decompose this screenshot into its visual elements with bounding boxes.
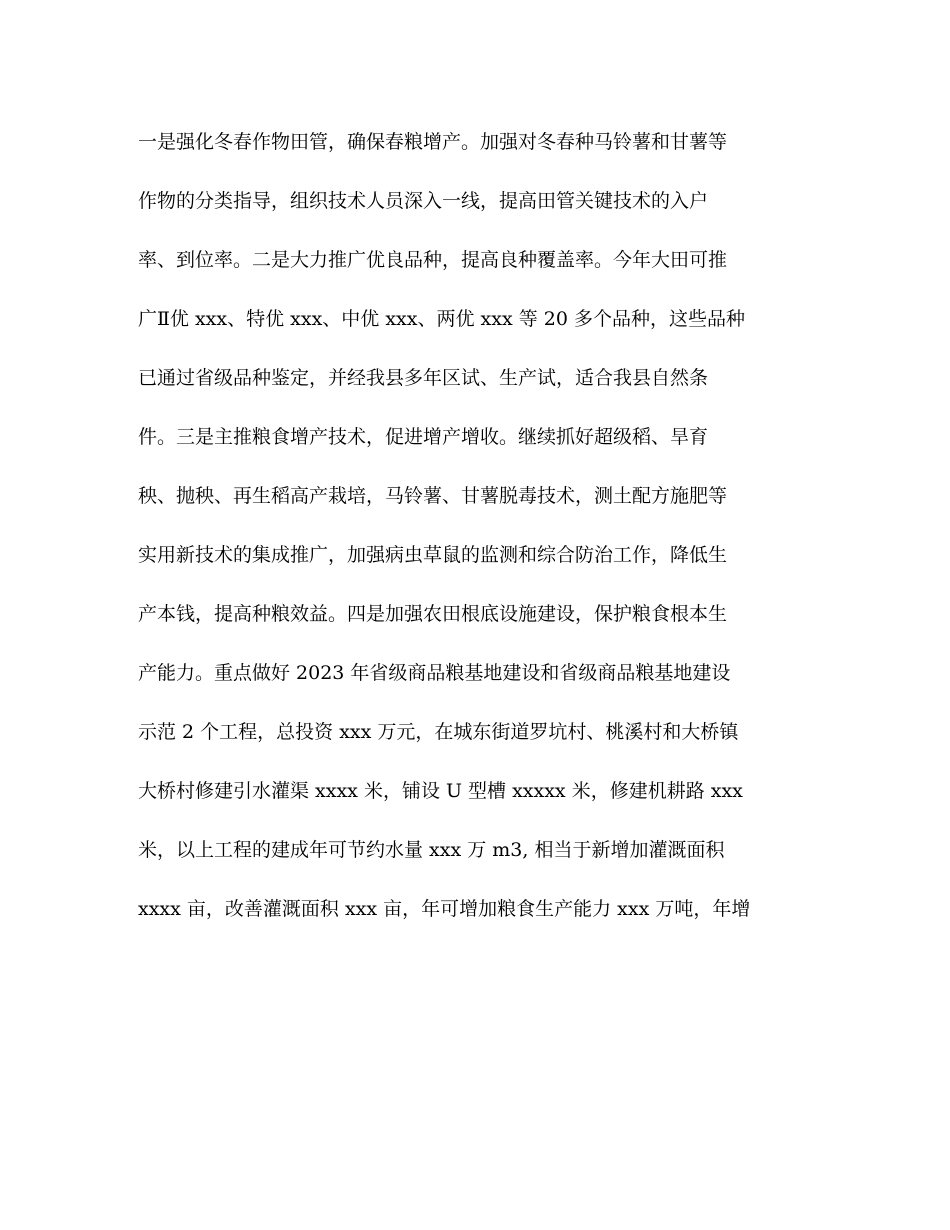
text-line: 件。三是主推粮食增产技术，促进增产增收。继续抓好超级稻、旱育	[138, 426, 709, 448]
text-line: 产本钱，提高种粮效益。四是加强农田根底设施建设，保护粮食根本生	[138, 603, 728, 625]
text-line: 实用新技术的集成推广，加强病虫草鼠的监测和综合防治工作，降低生	[138, 544, 728, 566]
text-line: 米，以上工程的建成年可节约水量 xxx 万 m3, 相当于新增加灌溉面积	[138, 839, 725, 861]
text-line: xxxx 亩，改善灌溉面积 xxx 亩，年可增加粮食生产能力 xxx 万吨，年增	[138, 898, 751, 920]
text-line: 产能力。重点做好 2023 年省级商品粮基地建设和省级商品粮基地建设	[138, 662, 731, 684]
text-line: 率、到位率。二是大力推广优良品种，提高良种覆盖率。今年大田可推	[138, 249, 728, 271]
text-line: 示范 2 个工程，总投资 xxx 万元，在城东街道罗坑村、桃溪村和大桥镇	[138, 721, 739, 743]
body-text	[138, 122, 828, 948]
text-line: 秧、抛秧、再生稻高产栽培，马铃薯、甘薯脱毒技术，测土配方施肥等	[138, 485, 728, 507]
text-line: 大桥村修建引水灌渠 xxxx 米，铺设 U 型槽 xxxxx 米，修建机耕路 xxx	[138, 780, 743, 802]
text-line: 作物的分类指导，组织技术人员深入一线，提高田管关键技术的入户	[138, 190, 709, 212]
text-line: 一是强化冬春作物田管，确保春粮增产。加强对冬春种马铃薯和甘薯等	[138, 131, 728, 153]
text-line: 已通过省级品种鉴定，并经我县多年区试、生产试，适合我县自然条	[138, 367, 709, 389]
text-line: 广Ⅱ优 xxx、特优 xxx、中优 xxx、两优 xxx 等 20 多个品种，这些品种	[138, 308, 745, 330]
